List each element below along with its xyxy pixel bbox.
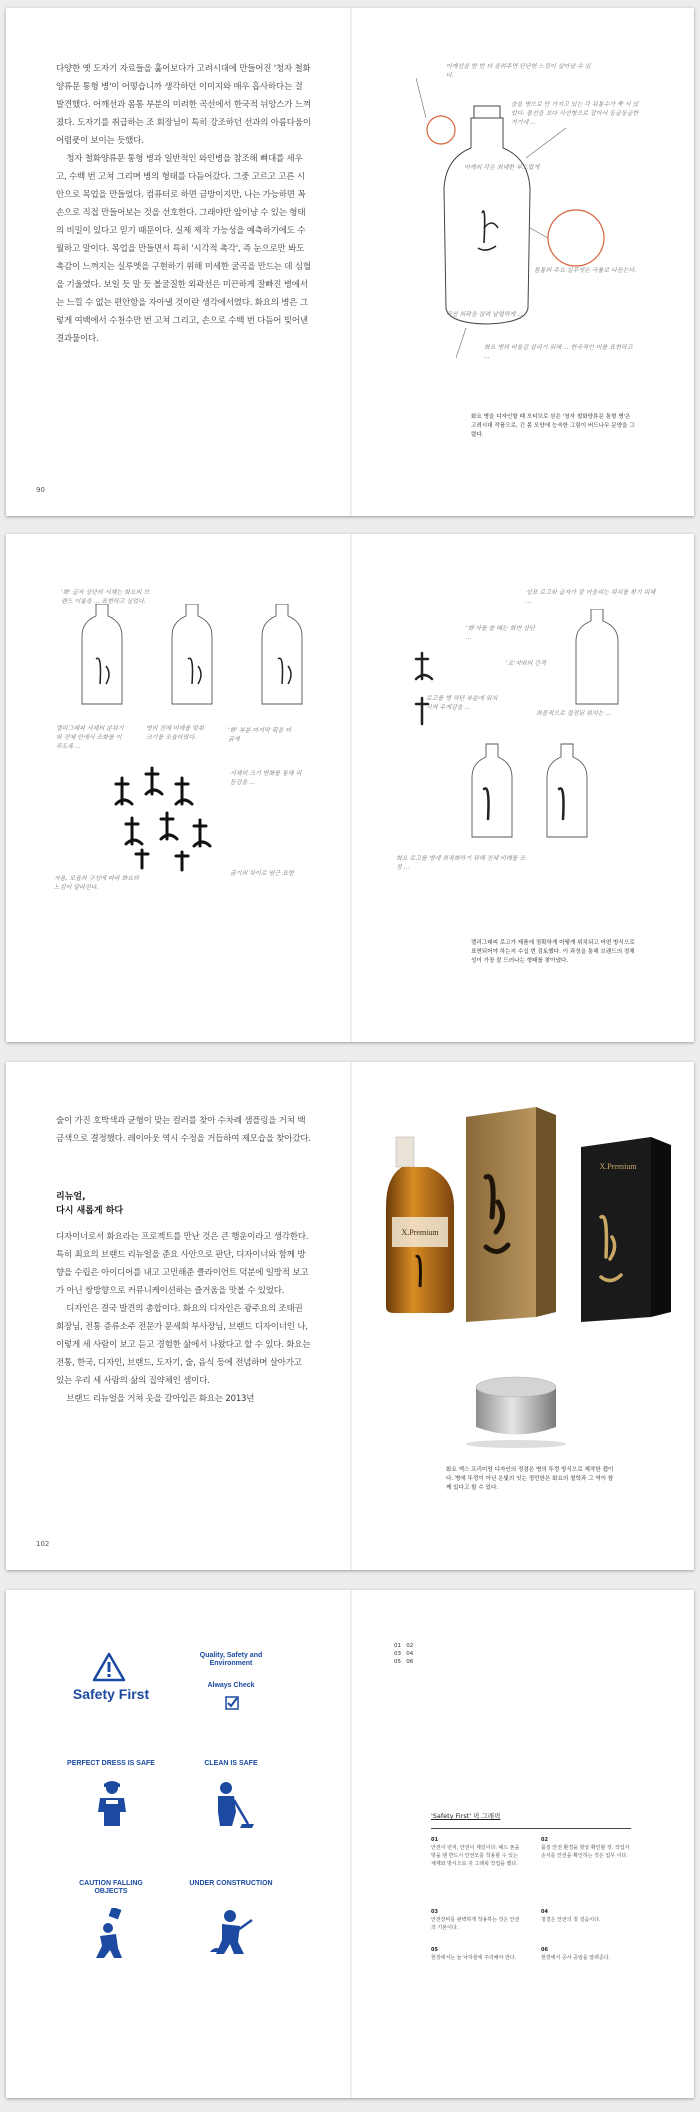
section-title: 'Safety First' 픽 그래픽 [431,1812,501,1820]
sketch-note: 술을 병으로 안 가지고 있는 각 뒤통수가 쭉 서 있었다. 몸선을 보다 사선형으로 잡아서 동글동글한 거기에 ... [511,101,639,126]
sketch-note: '요'자와의 간격 [506,660,546,667]
note-number: 05 [431,1947,438,1953]
sketch-note: 최종적으로 결정된 위치는 ... [536,710,612,717]
body-text-column [56,1228,311,1408]
note-item [541,1836,633,1860]
section-heading [56,1190,123,1218]
book-gutter [350,1590,352,2098]
paragraph: 디자인은 결국 발견의 총합이다. 화요의 디자인은 광주요의 조태권 회장님, 전통 증류소주 전문가 문세희 부사장님, 브랜드 디자이너인 나, 이렇게 세 사람이 보고 듣고 경험한 삶에서 나왔다고 할 수 있다. 화요는 전통, 한국, 디자인, 브랜드, 도자기, 술, 음식 등에 전념하며 살아가고 있는 우리 세 사람의 삶의 집약체인 셈이다. [56,1304,311,1386]
sketch-note: 로고를 병 하단 부분에 위치시켜 무게감을 ... [426,695,498,711]
sketch-note: 서체의 크기 변화를 통해 리듬감을 ... [230,770,302,786]
note-item [431,1908,523,1932]
grid-number: 06 [406,1659,414,1665]
sketch-note: 병의 전체 비례를 맞춰 크기를 조율하였다. [146,725,204,741]
construction-worker-icon [208,1908,254,1956]
note-text: 안전장비를 완벽하게 착용하는 것은 안전의 기본이다. [431,1917,520,1931]
caution-falling-label: CAUTION FALLING OBJECTS [79,1880,143,1895]
safety-first-title: Safety First [72,1686,150,1702]
clean-safe-label: CLEAN IS SAFE [204,1760,258,1767]
sketch-note: 화요 로고를 병에 최적화하기 위해 전체 비례를 조정 ... [396,855,526,871]
sketch-note: 곡선 외곽을 살려 날렵하게 ... [446,311,524,318]
always-check-label: Always Check [207,1682,255,1689]
note-item [431,1946,523,1962]
sketch-note: 어깨의 각은 최대한 부드럽게 [464,164,540,171]
note-number: 03 [431,1909,438,1915]
page-number: 102 [36,1540,50,1548]
warning-triangle-icon [92,1652,126,1682]
under-construction-label: UNDER CONSTRUCTION [189,1880,273,1887]
book-gutter [350,1062,352,1570]
note-item [541,1946,633,1962]
sketch-note: 화요 병의 비율감 살리기 위해 ... 한국적인 미를 표현하고 ... [484,344,633,360]
intro-text [56,1112,311,1148]
calligraphy-variations [106,764,226,874]
page-number: 90 [36,486,45,494]
note-text: 안전이 먼저, 안전이 제일이다. 헤드 폰을 벗을 땐 반드시 안전모를 착용할 수 있는 체계와 방식으로 귀 그래픽 작업을 했다. [431,1845,520,1867]
worker-dressed-icon [92,1780,132,1828]
paragraph: 술이 가진 호박색과 균형이 맞는 컬러를 찾아 수차례 샘플링을 거쳐 백금색으로 결정했다. 레이아웃 역시 수정을 거듭하여 제모습을 찾아갔다. [56,1116,311,1144]
sketch-note: 몸통의 주요 실루엣은 곡률로 다듬는다. [534,267,637,274]
note-text: 품질 안전 환경을 항상 확인할 것. 작업자 손서를 안전을 확인하는 것은 업무 이다. [541,1845,630,1859]
note-item [431,1836,523,1868]
spread-2 [6,534,694,1042]
figure-caption: 화요 병을 디자인할 때 모티브로 삼은 '청자 철화양류문 통형 병'은 고려시대 작품으로, 긴 몸 모양에 능숙한 그림이 버드나무 문양을 그렸다. [471,414,635,438]
heading-line: 리뉴얼, [56,1192,86,1202]
sketch-note: '화'자를 쓸 때는 화면 상단 ... [466,625,535,641]
note-text: 현장에서 공사 중임을 알려준다. [541,1955,611,1961]
grid-number: 05 [394,1659,401,1665]
spread-3 [6,1062,694,1570]
grid-number: 02 [406,1643,414,1649]
sketch-note: 굵기의 차이로 원근 표현 [230,870,294,877]
body-text-column [56,60,311,348]
paragraph: 디자이너로서 화요라는 프로젝트를 만난 것은 큰 행운이라고 생각한다. 특히 최요의 브랜드 리뉴얼을 준요 사안으로 판단, 디자이너와 함께 방향을 수립은 아이디어를 내고 고민해준 클라이언트 덕분에 일방적 보고가 아닌 쌍방향으로 커뮤니케이션하는 즐거움을 맛볼 수 있었다. [56,1232,309,1296]
falling-object-icon [92,1908,132,1958]
note-number: 06 [541,1947,548,1953]
sketch-note: 어깨선을 한 번 더 올려주면 단단한 느낌이 살아날 수 있다. [446,63,591,79]
section-rule [431,1828,631,1829]
sketch-note: 자음, 모음의 구성에 따라 화요의 느낌이 달라진다. [54,875,139,891]
product-photo [386,1107,686,1327]
spread-1 [6,8,694,516]
paragraph: 브랜드 리뉴얼을 거쳐 옷을 갈아입은 화요는 2013년 [66,1394,255,1404]
note-text: 청결은 안전의 첫 걸음이다. [541,1917,601,1923]
figure-caption: 화요 엑스 프리미엄 디자인의 정점은 병의 뚜껑 방식으로 제작한 캡이다. 병에 뚜껑이 아닌 은빛의 잇는 정민한은 화요의 철학과 그 역이 함께 있다고 할 수 있다. [446,1467,614,1491]
bottle-sketch-logo-placement [406,609,666,839]
figure-caption: 캘리그래피 로고가 제품에 정확하게 어떻게 위치되고 어떤 방식으로 표현되어야 하는지 수십 번 검토했다. 이 과정을 통해 브랜드의 정체성이 가장 잘 드러나는 형태를 찾아냈다. [471,940,635,964]
note-number: 01 [431,1837,438,1843]
bottle-label: X.Premium [401,1228,439,1237]
box-label: X.Premium [599,1162,637,1171]
worker-sweeping-icon [210,1780,254,1828]
paragraph: 청자 철화양류문 통형 병과 일반적인 와인병을 참조해 뼈대를 세우고, 수백 번 고쳐 그리며 병의 형태를 다듬어갔다. 그중 고르고 고른 시안으로 목업을 만들었다. 컴퓨터로 하면 금방이지만, 나는 가능하면 꼭 손으로 직접 만들어보는 것을 선호한다. 그래야만 앞이냥 수 있는 형태의 비밀이 있다고 믿기 때문이다. 실제 제작 가능성을 예측하기에도 수월하고 말이다. 목업을 만들면서 특히 '시각적 촉각', 즉 눈으로만 봐도 촉감이 느껴지는 실루엣을 구현하기 위해 미세한 굴곡을 만드는 데 심혈을 기울였다. 보일 듯 말 듯 볼굴질한 외곽선은 미끈하게 잘빠진 병에서는 느낄 수 없는 편안함을 자아낼 것이란 생각에서였다. 화요의 병은 그렇게 여백에서 수천수만 번 고쳐 그리고, 손으로 수백 번 다듬어 빚어낸 결과물이다. [56,154,311,344]
grid-number: 01 [394,1643,401,1649]
checkbox-icon [225,1696,239,1710]
sketch-note: 상표 로고와 글자가 잘 어울리는 위치를 찾기 위해 ... [526,589,656,605]
note-number: 02 [541,1837,548,1843]
sketch-note: '화' 부분 마지막 획을 더 굵게 [228,727,292,743]
quality-title: Quality, Safety and Environment [199,1652,263,1667]
note-item [541,1908,633,1924]
bottle-sketches-three [66,604,326,714]
grid-number: 03 [394,1651,401,1657]
note-text: 현장에서는 늘 낙하물에 주의해야 한다. [431,1955,517,1961]
sketch-note: 캘리그래피 서체의 분위기와 전체 안에서 조화를 이루도록 ... [56,725,124,750]
grid-number: 04 [406,1651,414,1657]
heading-line: 다시 새롭게 하다 [56,1206,124,1216]
paragraph: 다양한 옛 도자기 자료들을 훑어보다가 고려시대에 만들어진 '청자 철화양류문 통형 병'이 어떻습니까 생각하던 이미지와 매우 흡사하다는 걸 발견했다. 어깨선과 몸통 부분의 미려한 곡선에서 한국적 뉘앙스가 느껴졌다. 도자기를 취급하는 조 회장님이 특히 강조하던 선과의 아름다움이 어렴풋이 보이는 듯했다. [56,64,311,146]
book-gutter [350,8,352,516]
dress-safe-label: PERFECT DRESS IS SAFE [67,1760,155,1767]
silver-cap-photo [446,1362,586,1452]
icon-number-grid [394,1642,434,1666]
spread-4 [6,1590,694,2098]
book-gutter [350,534,352,1042]
note-number: 04 [541,1909,548,1915]
sketch-note: '화' 글자 상단의 서체는 화요의 브랜드 이름을 ... 표현하고 싶었다. [61,589,150,605]
